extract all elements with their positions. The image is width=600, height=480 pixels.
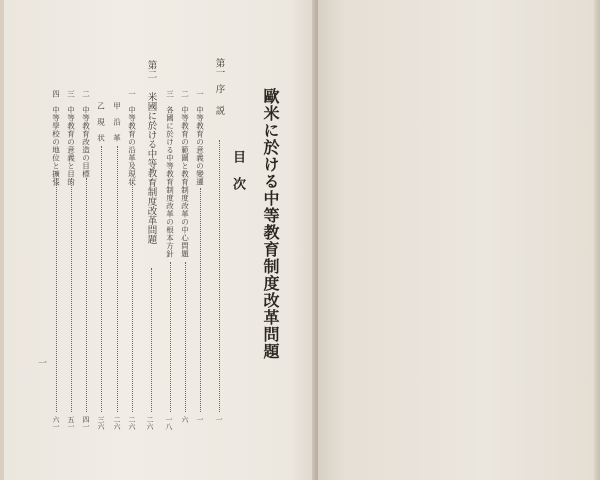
chapter-1-label: 第一 <box>213 58 225 77</box>
section-2-3-page: 五一 <box>67 416 75 430</box>
chapter-1-page: 一 <box>215 416 223 423</box>
section-2-1-b: 乙 現 状 <box>96 102 106 142</box>
section-2-1-a: 甲 沿 革 <box>112 102 122 142</box>
folio-mark: 一 <box>38 359 48 369</box>
section-1-2-page: 六 <box>181 416 189 423</box>
section-2-3-leader <box>71 178 72 412</box>
section-2-1-a-page: 二六 <box>113 416 121 430</box>
section-2-1-a-leader <box>117 146 118 412</box>
section-2-4: 四 中等學校の地位と擴張 <box>51 90 61 186</box>
chapter-1-leader <box>219 140 220 412</box>
section-2-2-page: 四一 <box>82 416 90 430</box>
section-2-4-leader <box>56 178 57 412</box>
toc-heading: 目次 <box>230 150 245 204</box>
section-2-1-b-leader <box>101 146 102 412</box>
section-1-2: 二 中等教育の範圍と教育制度改革の中心問題 <box>180 90 190 258</box>
page-edge <box>594 0 600 480</box>
section-2-1-leader <box>132 182 133 412</box>
chapter-1-title: 序説 <box>213 84 225 127</box>
chapter-2-label: 第二 <box>145 60 157 79</box>
section-2-3: 三 中等教育の意義と目的 <box>66 90 76 186</box>
section-1-3: 三 各國に於ける中等教育制度改革の根本方針 <box>165 90 175 258</box>
section-2-2-leader <box>86 178 87 412</box>
section-2-4-page: 六一 <box>52 416 60 430</box>
section-2-1: 一 中等教育の沿革及現状 <box>127 90 137 186</box>
section-1-3-leader <box>170 262 171 412</box>
section-1-2-leader <box>185 262 186 412</box>
section-1-1-leader <box>200 188 201 412</box>
book-title: 歐米に於ける中等教育制度改革問題 <box>261 88 280 360</box>
section-2-2: 二 中等教育改造の目標 <box>81 90 91 178</box>
chapter-2-leader <box>151 268 152 412</box>
section-2-1-page: 二六 <box>128 416 136 430</box>
section-2-1-b-page: 三六 <box>97 416 105 430</box>
chapter-2-title: 米國に於ける中等教育制度改革問題 <box>145 92 157 244</box>
chapter-2-page: 二六 <box>146 416 154 430</box>
section-1-3-page: 一八 <box>165 416 173 430</box>
right-page-blank <box>318 0 600 480</box>
section-1-1-page: 一 <box>196 416 204 423</box>
section-1-1: 一 中等教育の意義の變遷 <box>195 90 205 186</box>
